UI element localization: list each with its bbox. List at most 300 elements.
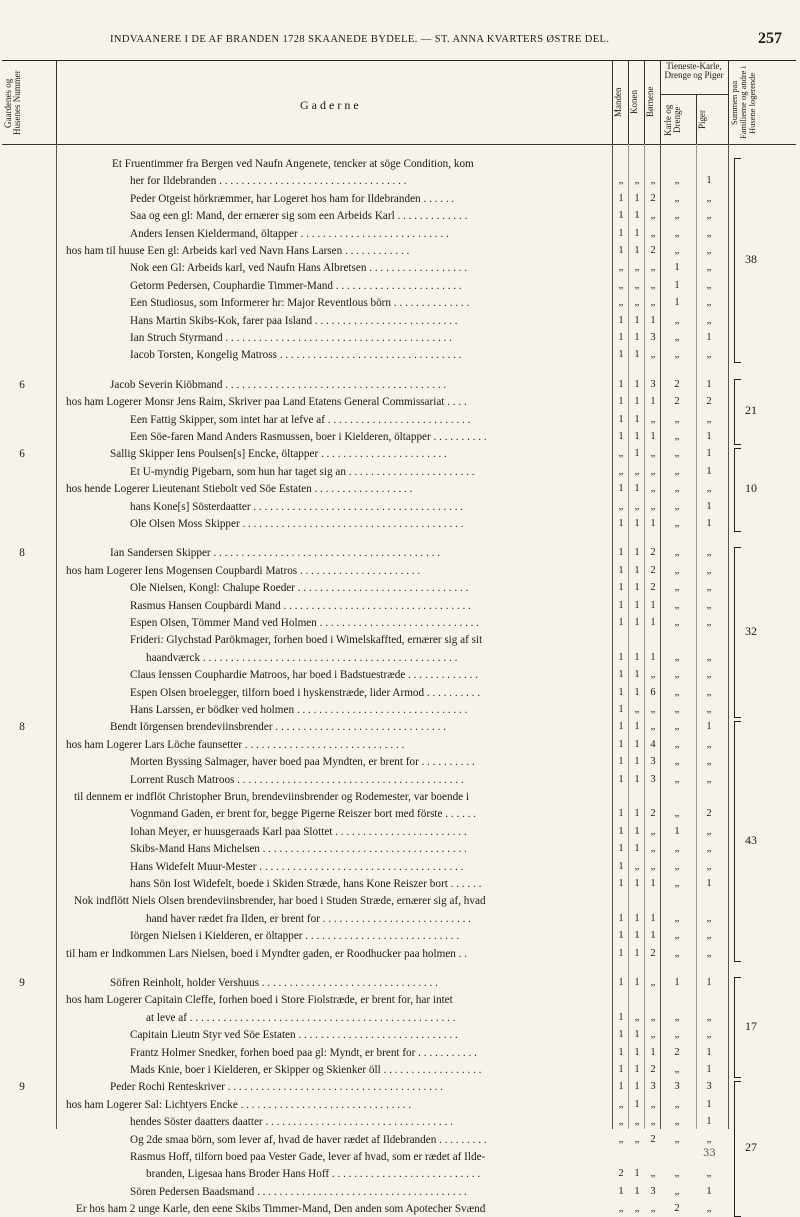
count-piger: „ xyxy=(706,245,712,256)
count-manden: 1 xyxy=(618,431,624,442)
table-row xyxy=(0,226,800,242)
table-row xyxy=(0,377,800,393)
count-bornene: „ xyxy=(650,721,656,733)
group-total: 38 xyxy=(745,251,757,266)
count-karle: 1 xyxy=(674,825,680,837)
count-karle: „ xyxy=(674,773,680,785)
count-bornene: 2 xyxy=(650,947,656,959)
count-manden: 1 xyxy=(618,349,624,361)
table-row xyxy=(0,992,800,1008)
count-karle: „ xyxy=(674,617,680,628)
count-bornene: 2 xyxy=(650,582,656,594)
count-konen: 1 xyxy=(634,947,640,959)
table-row xyxy=(0,1149,800,1165)
table-row xyxy=(0,806,800,822)
count-piger: „ xyxy=(706,1011,712,1023)
table-row xyxy=(0,545,800,561)
count-bornene: 2 xyxy=(650,1064,656,1075)
count-manden: „ xyxy=(618,500,624,512)
count-karle: „ xyxy=(674,947,680,959)
resident-entry: Skibs-Mand Hans Michelsen . . . . . . . . . . . . . . . . . . . . . . . . . . . . . . . . . . . . . xyxy=(130,843,467,856)
header-karle: Karle og Drenge xyxy=(663,104,682,136)
count-piger: „ xyxy=(706,582,712,594)
group-brace xyxy=(734,977,741,1078)
count-bornene: 1 xyxy=(650,599,656,611)
count-bornene: 2 xyxy=(650,564,656,576)
count-piger: „ xyxy=(706,227,712,239)
resident-entry: Iörgen Nielsen i Kielderen, er öltapper . . . . . . . . . . . . . . . . . . . . . . . . . . . . xyxy=(130,930,460,943)
count-manden: 1 xyxy=(618,1011,624,1023)
count-karle: „ xyxy=(674,210,680,222)
count-piger: „ xyxy=(706,912,712,924)
resident-entry: Hans Martin Skibs-Kok, farer paa Island . . . . . . . . . . . . . . . . . . . . . . . . . . xyxy=(130,314,458,327)
resident-entry: hos ham Logerer Capitain Cleffe, forhen boed i Store Fiolstræde, er brent for, har intet xyxy=(66,994,453,1007)
house-number: 9 xyxy=(19,977,25,989)
table-row xyxy=(0,295,800,311)
count-piger: 1 xyxy=(706,1116,712,1128)
count-karle: „ xyxy=(674,227,680,239)
count-manden: „ xyxy=(618,297,624,309)
resident-entry: Peder Rochi Renteskriver . . . . . . . . . . . . . . . . . . . . . . . . . . . . . . . . . . . . . . . xyxy=(110,1081,444,1094)
count-konen: 1 xyxy=(634,332,640,343)
count-piger: 3 xyxy=(706,1081,712,1093)
resident-entry: hos ham Logerer Monsr Jens Raim, Skriver paa Land Etatens General Commissariat . . . . xyxy=(66,396,467,409)
group-brace xyxy=(734,379,741,445)
header-summen: Summen paa Familierne og andre i Husene logerende xyxy=(729,66,757,140)
resident-entry: Iacob Torsten, Kongelig Matross . . . . . . . . . . . . . . . . . . . . . . . . . . . . . . . . . xyxy=(130,349,462,362)
count-konen: „ xyxy=(634,279,640,291)
count-karle: „ xyxy=(674,465,680,477)
count-bornene: „ xyxy=(650,843,656,855)
table-row xyxy=(0,928,800,944)
count-konen: „ xyxy=(634,704,640,715)
resident-entry: hos ham Logerer Sal: Lichtyers Encke . . . . . . . . . . . . . . . . . . . . . . . . . . . . . . . xyxy=(66,1098,412,1111)
resident-entry: til dennem er indflöt Christopher Brun, brendeviinsbrender og Rodemester, var boende i xyxy=(74,791,470,803)
count-konen: 1 xyxy=(634,930,640,942)
count-piger: „ xyxy=(706,349,712,361)
count-manden: 1 xyxy=(618,878,624,889)
count-piger: 1 xyxy=(706,1046,712,1058)
count-piger: „ xyxy=(706,564,712,576)
count-konen: „ xyxy=(634,1116,640,1128)
count-konen: 1 xyxy=(634,599,640,611)
count-manden: 1 xyxy=(618,651,624,663)
count-bornene: 1 xyxy=(650,912,656,924)
resident-entry: Frideri: Glychstad Parökmager, forhen boed i Wimelskaffted, ernærer sig af sit xyxy=(130,634,483,647)
count-konen: 1 xyxy=(634,738,640,750)
count-bornene: 1 xyxy=(650,1046,656,1058)
footer-signature-number: 33 xyxy=(703,1148,716,1159)
count-manden: 1 xyxy=(618,192,624,204)
count-piger: „ xyxy=(706,669,712,681)
count-bornene: 6 xyxy=(650,686,656,698)
table-row xyxy=(0,481,800,497)
resident-entry: Et U-myndig Pigebarn, som hun har taget sig an . . . . . . . . . . . . . . . . . . . . . . . xyxy=(130,465,475,478)
table-row xyxy=(0,394,800,410)
count-piger: „ xyxy=(706,547,712,559)
group-brace xyxy=(734,1081,741,1217)
count-manden: 1 xyxy=(618,756,624,768)
resident-entry: hendes Söster daatters daatter . . . . . . . . . . . . . . . . . . . . . . . . . . . . . . . . . . xyxy=(130,1116,453,1129)
table-row xyxy=(0,580,800,596)
page-number: 257 xyxy=(758,30,782,47)
table-row xyxy=(0,563,800,579)
table-row xyxy=(0,1166,800,1182)
count-piger: „ xyxy=(706,279,712,291)
count-manden: 1 xyxy=(618,1046,624,1058)
count-manden: 1 xyxy=(618,582,624,594)
count-karle: „ xyxy=(674,1029,680,1041)
count-karle: 1 xyxy=(674,297,680,309)
group-brace xyxy=(734,547,741,718)
count-bornene: „ xyxy=(650,500,656,512)
resident-entry: Mads Knie, boer i Kielderen, er Skipper og Skienker öll . . . . . . . . . . . . . . . . . . xyxy=(130,1064,482,1076)
count-bornene: 4 xyxy=(650,738,656,750)
count-manden: 1 xyxy=(618,912,624,924)
house-number: 6 xyxy=(19,378,25,391)
count-piger: 2 xyxy=(706,396,712,408)
table-row xyxy=(0,754,800,770)
count-manden: 1 xyxy=(618,704,624,715)
count-piger: 1 xyxy=(706,465,712,477)
count-manden: 1 xyxy=(618,396,624,408)
count-karle: „ xyxy=(674,843,680,855)
count-karle: „ xyxy=(674,1168,680,1180)
resident-entry: hans Sön Iost Widefelt, boede i Skiden Stræde, hans Kone Reiszer bort . . . . . . xyxy=(130,878,482,890)
count-karle: „ xyxy=(674,808,680,820)
count-karle: 2 xyxy=(674,1046,680,1058)
resident-entry: Ian Struch Styrmand . . . . . . . . . . . . . . . . . . . . . . . . . . . . . . . . . . . . . . . . . xyxy=(130,332,452,344)
count-bornene: „ xyxy=(650,1098,656,1110)
count-bornene: „ xyxy=(650,262,656,274)
count-karle: „ xyxy=(674,582,680,594)
count-konen: 1 xyxy=(634,1029,640,1041)
header-manden: Manden xyxy=(613,87,623,117)
count-konen: 1 xyxy=(634,843,640,855)
count-karle: „ xyxy=(674,1011,680,1023)
table-row xyxy=(0,946,800,962)
count-bornene: 1 xyxy=(650,651,656,663)
count-piger: „ xyxy=(706,1029,712,1041)
resident-entry: hand haver rædet fra Ilden, er brent for . . . . . . . . . . . . . . . . . . . . . . . . . . . xyxy=(146,912,471,925)
table-row xyxy=(0,516,800,532)
count-piger: 1 xyxy=(706,332,712,343)
resident-entry: Een Fattig Skipper, som intet har at lefve af . . . . . . . . . . . . . . . . . . . . . . . . . . xyxy=(130,413,471,426)
count-bornene: 1 xyxy=(650,878,656,889)
count-bornene: „ xyxy=(650,279,656,291)
count-karle: „ xyxy=(674,669,680,681)
count-manden: 1 xyxy=(618,947,624,959)
count-piger: „ xyxy=(706,686,712,698)
count-piger: „ xyxy=(706,617,712,628)
count-konen: 1 xyxy=(634,773,640,785)
count-konen: 1 xyxy=(634,825,640,837)
table-row xyxy=(0,859,800,875)
count-manden: 1 xyxy=(618,332,624,343)
resident-entry: Hans Larssen, er bödker ved holmen . . . . . . . . . . . . . . . . . . . . . . . . . . . . . . . xyxy=(130,704,468,716)
count-bornene: 3 xyxy=(650,756,656,768)
count-bornene: „ xyxy=(650,1116,656,1128)
resident-entry: Ole Nielsen, Kongl: Chalupe Roeder . . . . . . . . . . . . . . . . . . . . . . . . . . . . . . . xyxy=(130,582,469,595)
resident-entry: Frantz Holmer Snedker, forhen boed paa gl: Myndt, er brent for . . . . . . . . . . . xyxy=(130,1046,477,1059)
resident-entry: hos ham Logerer Lars Löche faunsetter . . . . . . . . . . . . . . . . . . . . . . . . . . . . . xyxy=(66,738,405,751)
count-bornene: 2 xyxy=(650,245,656,256)
count-piger: 2 xyxy=(706,808,712,820)
header-gaderne: Gaderne xyxy=(300,98,362,112)
count-konen: 1 xyxy=(634,192,640,204)
count-manden: 1 xyxy=(618,483,624,495)
count-piger: „ xyxy=(706,704,712,715)
count-piger: „ xyxy=(706,262,712,274)
resident-entry: Vognmand Gaden, er brent for, begge Pigerne Reiszer bort med förste . . . . . . xyxy=(130,808,477,821)
resident-entry: Lorrent Rusch Matroos . . . . . . . . . . . . . . . . . . . . . . . . . . . . . . . . . . . . . . . . . xyxy=(130,773,464,786)
count-konen: 1 xyxy=(634,483,640,495)
resident-entry: haandværck . . . . . . . . . . . . . . . . . . . . . . . . . . . . . . . . . . . . . . . . . . . . . . xyxy=(146,651,458,664)
house-number: 6 xyxy=(19,448,25,461)
count-piger: 1 xyxy=(706,448,712,460)
count-piger: „ xyxy=(706,192,712,204)
count-karle: „ xyxy=(674,431,680,442)
count-bornene: 1 xyxy=(650,518,656,529)
table-row xyxy=(0,667,800,683)
house-number: 8 xyxy=(19,721,25,734)
table-row xyxy=(0,1132,800,1148)
count-manden: „ xyxy=(618,1098,624,1110)
count-karle: 3 xyxy=(674,1081,680,1093)
count-bornene: „ xyxy=(650,448,656,460)
count-karle: „ xyxy=(674,1133,680,1145)
table-row xyxy=(0,615,800,631)
count-bornene: 2 xyxy=(650,808,656,820)
count-piger: 1 xyxy=(706,431,712,442)
resident-entry: hans Kone[s] Sösterdaatter . . . . . . . . . . . . . . . . . . . . . . . . . . . . . . . . . . . . . . xyxy=(130,500,464,513)
count-karle: „ xyxy=(674,564,680,576)
table-row xyxy=(0,737,800,753)
resident-entry: at leve af . . . . . . . . . . . . . . . . . . . . . . . . . . . . . . . . . . . . . . . . . . . . . . . . xyxy=(146,1011,456,1024)
count-karle: „ xyxy=(674,500,680,512)
count-piger: „ xyxy=(706,947,712,959)
count-konen: 1 xyxy=(634,651,640,663)
count-karle: „ xyxy=(674,704,680,715)
resident-entry: Er hos ham 2 unge Karle, den eene Skibs Timmer-Mand, Den anden som Apotecher Svænd xyxy=(76,1203,486,1216)
count-bornene: „ xyxy=(650,1029,656,1041)
count-manden: 1 xyxy=(618,1185,624,1197)
header-divider xyxy=(56,60,57,144)
table-row xyxy=(0,173,800,189)
resident-entry: Söfren Reinholt, holder Vershuus . . . . . . . . . . . . . . . . . . . . . . . . . . . . . . . . xyxy=(110,977,438,989)
count-piger: 1 xyxy=(706,1185,712,1197)
resident-entry: Rasmus Hoff, tilforn boed paa Vester Gade, lever af hvad, som er rædet af Ilde- xyxy=(130,1151,486,1163)
count-bornene: 2 xyxy=(650,1133,656,1145)
resident-entry: Morten Byssing Salmager, haver boed paa Myndten, er brent for . . . . . . . . . . xyxy=(130,756,475,769)
count-karle: „ xyxy=(674,483,680,495)
count-manden: 1 xyxy=(618,1081,624,1093)
count-piger: 1 xyxy=(706,500,712,512)
count-konen: 1 xyxy=(634,1168,640,1180)
count-bornene: „ xyxy=(650,704,656,715)
table-row xyxy=(0,464,800,480)
resident-entry: Ole Olsen Moss Skipper . . . . . . . . . . . . . . . . . . . . . . . . . . . . . . . . . . . . . . . . xyxy=(130,518,464,530)
count-karle: „ xyxy=(674,175,680,187)
count-karle: „ xyxy=(674,860,680,872)
count-karle: „ xyxy=(674,1185,680,1197)
table-row xyxy=(0,893,800,909)
table-row xyxy=(0,191,800,207)
resident-entry: Een Söe-faren Mand Anders Rasmussen, boer i Kielderen, öltapper . . . . . . . . . . xyxy=(130,431,487,443)
resident-entry: Saa og een gl: Mand, der ernærer sig som een Arbeids Karl . . . . . . . . . . . . . xyxy=(130,210,468,223)
count-karle: „ xyxy=(674,332,680,343)
table-row xyxy=(0,330,800,346)
count-manden: 2 xyxy=(618,1168,624,1180)
count-piger: „ xyxy=(706,1168,712,1180)
count-konen: 1 xyxy=(634,1046,640,1058)
count-konen: 1 xyxy=(634,686,640,698)
count-manden: 1 xyxy=(618,617,624,628)
resident-entry: Hans Widefelt Muur-Mester . . . . . . . . . . . . . . . . . . . . . . . . . . . . . . . . . . . . . xyxy=(130,860,464,873)
count-konen: „ xyxy=(634,465,640,477)
count-karle: „ xyxy=(674,878,680,889)
group-total: 43 xyxy=(745,832,757,847)
count-bornene: 1 xyxy=(650,431,656,442)
count-karle: „ xyxy=(674,518,680,529)
count-konen: 1 xyxy=(634,314,640,326)
count-karle: 1 xyxy=(674,279,680,291)
count-bornene: „ xyxy=(650,175,656,187)
count-konen: 1 xyxy=(634,1185,640,1197)
count-manden: 1 xyxy=(618,825,624,837)
count-bornene: 3 xyxy=(650,773,656,785)
table-row xyxy=(0,876,800,892)
count-manden: „ xyxy=(618,175,624,187)
count-manden: 1 xyxy=(618,227,624,239)
count-konen: 1 xyxy=(634,245,640,256)
count-bornene: 1 xyxy=(650,930,656,942)
count-konen: 1 xyxy=(634,564,640,576)
table-row xyxy=(0,1097,800,1113)
count-karle: „ xyxy=(674,721,680,733)
count-karle: 2 xyxy=(674,378,680,390)
count-piger: „ xyxy=(706,483,712,495)
count-manden: „ xyxy=(618,1203,624,1215)
count-bornene: 1 xyxy=(650,617,656,628)
table-row xyxy=(0,1010,800,1026)
count-piger: „ xyxy=(706,756,712,768)
count-piger: 1 xyxy=(706,518,712,529)
count-konen: 1 xyxy=(634,912,640,924)
count-manden: 1 xyxy=(618,547,624,559)
header-bornene: Børnene xyxy=(645,86,655,118)
count-manden: 1 xyxy=(618,599,624,611)
resident-entry: Sallig Skipper Iens Poulsen[s] Encke, öltapper . . . . . . . . . . . . . . . . . . . . . . . xyxy=(110,448,447,461)
resident-entry: Iohan Meyer, er huusgeraads Karl paa Slottet . . . . . . . . . . . . . . . . . . . . . . . . xyxy=(130,825,467,838)
house-number: 8 xyxy=(19,547,25,560)
count-karle: „ xyxy=(674,413,680,425)
count-bornene: 2 xyxy=(650,192,656,204)
count-karle: „ xyxy=(674,930,680,942)
table-row xyxy=(0,499,800,515)
resident-entry: Sören Pedersen Baadsmand . . . . . . . . . . . . . . . . . . . . . . . . . . . . . . . . . . . . . . xyxy=(130,1185,467,1198)
count-piger: „ xyxy=(706,314,712,326)
count-piger: „ xyxy=(706,651,712,663)
count-bornene: „ xyxy=(650,210,656,222)
resident-entry: hos hende Logerer Lieutenant Stiebolt ved Söe Estaten . . . . . . . . . . . . . . . . . . xyxy=(66,483,413,496)
count-piger: 1 xyxy=(706,721,712,733)
count-manden: 1 xyxy=(618,378,624,390)
resident-entry: Bendt Iörgensen brendeviinsbrender . . . . . . . . . . . . . . . . . . . . . . . . . . . . . . . xyxy=(110,721,446,734)
count-manden: 1 xyxy=(618,860,624,872)
count-karle: „ xyxy=(674,599,680,611)
table-row xyxy=(0,719,800,735)
count-manden: 1 xyxy=(618,564,624,576)
resident-entry: hos ham Logerer Iens Mogensen Coupbardi Matros . . . . . . . . . . . . . . . . . . . . . . xyxy=(66,564,421,577)
header-bottom-rule xyxy=(2,144,796,145)
table-row xyxy=(0,975,800,991)
count-bornene: „ xyxy=(650,297,656,309)
count-karle: 2 xyxy=(674,1203,680,1215)
count-piger: „ xyxy=(706,1203,712,1215)
resident-entry: Capitain Lieutn Styr ved Söe Estaten . . . . . . . . . . . . . . . . . . . . . . . . . . . . . xyxy=(130,1029,458,1042)
header-gaardenes: Gaardenes og Husenes Nummer xyxy=(3,70,22,136)
count-bornene: „ xyxy=(650,227,656,239)
count-piger: „ xyxy=(706,1133,712,1145)
resident-entry: Een Studiosus, som Informerer hr: Major Reventlous börn . . . . . . . . . . . . . . xyxy=(130,297,470,310)
count-manden: „ xyxy=(618,1116,624,1128)
count-manden: 1 xyxy=(618,808,624,820)
count-piger: „ xyxy=(706,738,712,750)
count-karle: „ xyxy=(674,686,680,698)
count-konen: 1 xyxy=(634,349,640,361)
count-konen: 1 xyxy=(634,1098,640,1110)
resident-entry: Jacob Severin Kiöbmand . . . . . . . . . . . . . . . . . . . . . . . . . . . . . . . . . . . . . . . . xyxy=(110,378,447,391)
count-karle: „ xyxy=(674,349,680,361)
group-brace xyxy=(734,721,741,961)
header-tieneste: Tieneste-Karle, Drenge og Piger xyxy=(664,61,724,80)
count-karle: 1 xyxy=(674,262,680,274)
table-row xyxy=(0,772,800,788)
count-manden: 1 xyxy=(618,843,624,855)
table-row xyxy=(0,243,800,259)
header-konen: Konen xyxy=(629,90,639,114)
resident-entry: Og 2de smaa börn, som lever af, hvad de haver rædet af Ildebranden . . . . . . . . . xyxy=(130,1133,487,1146)
table-row xyxy=(0,1045,800,1061)
count-konen: 1 xyxy=(634,413,640,425)
count-manden: 1 xyxy=(618,413,624,425)
table-row xyxy=(0,1062,800,1078)
count-konen: 1 xyxy=(634,977,640,988)
resident-entry: Getorm Pedersen, Couphardie Timmer-Mand . . . . . . . . . . . . . . . . . . . . . . . xyxy=(130,279,462,292)
count-konen: 1 xyxy=(634,378,640,390)
resident-entry: Espen Olsen, Tömmer Mand ved Holmen . . . . . . . . . . . . . . . . . . . . . . . . . . . . . xyxy=(130,617,480,629)
count-manden: „ xyxy=(618,262,624,274)
table-row xyxy=(0,598,800,614)
count-bornene: „ xyxy=(650,1011,656,1023)
table-row xyxy=(0,412,800,428)
count-bornene: 1 xyxy=(650,314,656,326)
table-row xyxy=(0,156,800,172)
count-piger: „ xyxy=(706,413,712,425)
count-karle: „ xyxy=(674,1064,680,1075)
count-konen: „ xyxy=(634,1203,640,1215)
count-konen: 1 xyxy=(634,808,640,820)
count-konen: 1 xyxy=(634,547,640,559)
count-piger: 1 xyxy=(706,378,712,390)
count-karle: „ xyxy=(674,1116,680,1128)
group-brace xyxy=(734,158,741,363)
count-piger: 1 xyxy=(706,977,712,988)
table-row xyxy=(0,347,800,363)
table-row xyxy=(0,313,800,329)
count-piger: „ xyxy=(706,297,712,309)
